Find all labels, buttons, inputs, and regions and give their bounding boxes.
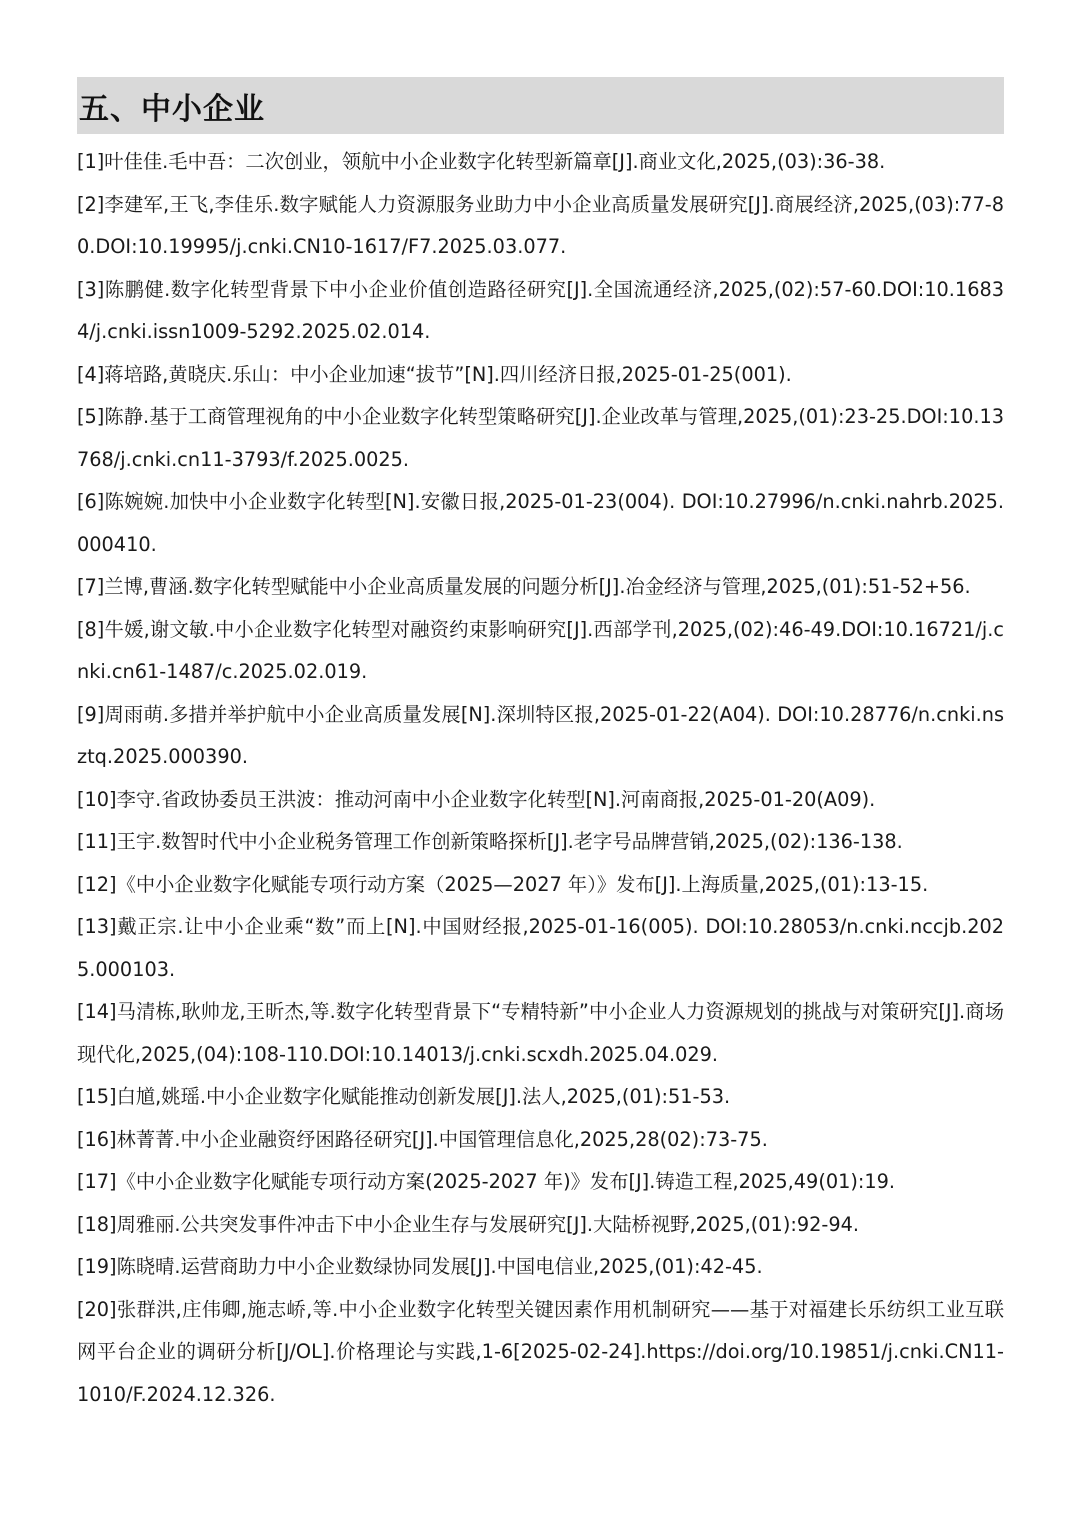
reference-item: [9]周雨萌.多措并举护航中小企业高质量发展[N].深圳特区报,2025-01-22(A04). DOI:10.28776/n.cnki.nsztq.2025.000390. (77, 702, 1004, 768)
reference-item: [20]张群洪,庄伟卿,施志峤,等.中小企业数字化转型关键因素作用机制研究——基于对福建长乐纺织工业互联网平台企业的调研分析[J/OL].价格理论与实践,1-6[2025-02-24].https://doi.org/10.19851/j.cnki.CN11-1010/F.2024.12.326. (77, 1297, 1004, 1406)
reference-item: [17]《中小企业数字化赋能专项行动方案(2025-2027 年)》发布[J].铸造工程,2025,49(01):19. (77, 1170, 896, 1193)
reference-item: [4]蒋培路,黄晓庆.乐山：中小企业加速“拔节”[N].四川经济日报,2025-01-25(001). (77, 362, 792, 386)
reference-item: [7]兰博,曹涵.数字化转型赋能中小企业高质量发展的问题分析[J].冶金经济与管理,2025,(01):51-52+56. (77, 575, 971, 598)
reference-item: [6]陈婉婉.加快中小企业数字化转型[N].安徽日报,2025-01-23(004). DOI:10.27996/n.cnki.nahrb.2025.000410. (77, 490, 1004, 556)
reference-item: [1]叶佳佳.毛中吾：二次创业，领航中小企业数字化转型新篇章[J].商业文化,2025,(03):36-38. (77, 150, 886, 173)
reference-item: [8]牛媛,谢文敏.中小企业数字化转型对融资约束影响研究[J].西部学刊,2025,(02):46-49.DOI:10.16721/j.cnki.cn61-1487/c.2025.02.019. (77, 617, 1004, 683)
reference-item: [3]陈鹏健.数字化转型背景下中小企业价值创造路径研究[J].全国流通经济,2025,(02):57-60.DOI:10.16834/j.cnki.issn1009-5292.2025.02.014. (77, 277, 1004, 343)
reference-item: [13]戴正宗.让中小企业乘“数”而上[N].中国财经报,2025-01-16(005). DOI:10.28053/n.cnki.nccjb.2025.000103. (77, 915, 1004, 981)
reference-item: [14]马清栋,耿帅龙,王昕杰,等.数字化转型背景下“专精特新”中小企业人力资源规划的挑战与对策研究[J].商场现代化,2025,(04):108-110.DOI:10.14013/j.cnki.scxdh.2025.04.029. (77, 1000, 1004, 1066)
reference-item: [19]陈晓晴.运营商助力中小企业数绿协同发展[J].中国电信业,2025,(01):42-45. (77, 1255, 763, 1278)
reference-item: [5]陈静.基于工商管理视角的中小企业数字化转型策略研究[J].企业改革与管理,2025,(01):23-25.DOI:10.13768/j.cnki.cn11-3793/f.2025.0025. (77, 405, 1004, 471)
reference-item: [12]《中小企业数字化赋能专项行动方案（2025—2027 年）》发布[J].上海质量,2025,(01):13-15. (77, 872, 929, 896)
section-header (77, 77, 1004, 134)
reference-item: [16]林菁菁.中小企业融资纾困路径研究[J].中国管理信息化,2025,28(02):73-75. (77, 1127, 768, 1151)
reference-item: [18]周雅丽.公共突发事件冲击下中小企业生存与发展研究[J].大陆桥视野,2025,(01):92-94. (77, 1212, 859, 1236)
reference-item: [15]白馗,姚瑶.中小企业数字化赋能推动创新发展[J].法人,2025,(01):51-53. (77, 1085, 731, 1108)
section-title: 五、中小企业 (79, 91, 265, 127)
reference-item: [2]李建军,王飞,李佳乐.数字赋能人力资源服务业助力中小企业高质量发展研究[J].商展经济,2025,(03):77-80.DOI:10.19995/j.cnki.CN10-1617/F7.2025.03.077. (77, 192, 1004, 258)
document-page (77, 77, 1004, 1416)
reference-item: [10]李守.省政协委员王洪波：推动河南中小企业数字化转型[N].河南商报,2025-01-20(A09). (77, 787, 876, 811)
reference-item: [11]王宇.数智时代中小企业税务管理工作创新策略探析[J].老字号品牌营销,2025,(02):136-138. (77, 830, 903, 853)
reference-list (77, 141, 1004, 1416)
